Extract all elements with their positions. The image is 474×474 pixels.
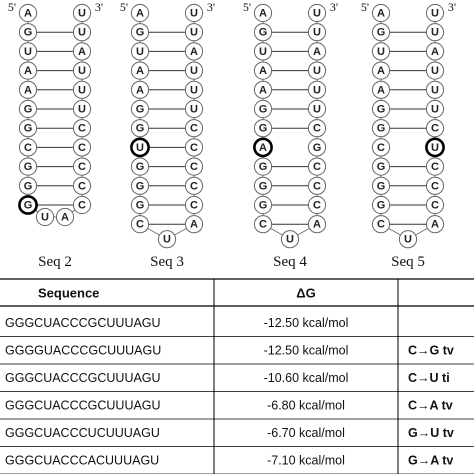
nucleotide-letter: A xyxy=(136,65,144,78)
nucleotide-letter: U xyxy=(78,103,86,116)
nucleotide-letter: U xyxy=(24,45,32,58)
nucleotide-letter: A xyxy=(259,7,267,20)
nucleotide-letter: U xyxy=(313,7,321,20)
nucleotide-letter: U xyxy=(190,7,198,20)
nucleotide-letter: C xyxy=(190,180,198,193)
sequence-cell xyxy=(5,344,161,358)
nucleotide-letter: G xyxy=(258,180,268,193)
delta-g-cell: -6.80 kcal/mol xyxy=(267,398,345,413)
nucleotide-letter: U xyxy=(190,65,198,78)
nucleotide-letter: A xyxy=(259,65,267,78)
nucleotide-letter: G xyxy=(135,161,145,174)
nucleotide-letter: G xyxy=(376,161,386,174)
nucleotide-letter: G xyxy=(23,26,33,39)
mutation-type-cell: C→U ti xyxy=(408,371,450,385)
delta-g-cell: -12.50 kcal/mol xyxy=(263,316,349,330)
five-prime-label: 5' xyxy=(7,0,17,14)
nucleotide-letter: A xyxy=(61,211,69,224)
five-prime-label: 5' xyxy=(119,0,129,14)
table-row xyxy=(0,344,474,365)
nucleotide-letter: C xyxy=(431,199,439,212)
hairpin-structure-3 xyxy=(120,0,215,270)
three-prime-label: 3' xyxy=(447,0,457,14)
nucleotide-letter: A xyxy=(259,84,267,97)
mutation-type-cell: C→A tv xyxy=(408,398,453,413)
nucleotide-letter: U xyxy=(313,26,321,39)
sequence-text: GGGCUACCC xyxy=(5,453,88,468)
nucleotide-letter: C xyxy=(24,141,32,154)
nucleotide-letter: U xyxy=(78,26,86,39)
nucleotide-letter: C xyxy=(313,122,321,135)
nucleotide-letter: G xyxy=(258,199,268,212)
sequence-cell xyxy=(5,371,161,385)
nucleotide-letter: G xyxy=(376,26,386,39)
nucleotide-letter: C xyxy=(190,199,198,212)
nucleotide-letter: G xyxy=(258,103,268,116)
nucleotide-letter: A xyxy=(431,218,439,231)
nucleotide-letter: C xyxy=(431,161,439,174)
nucleotide-letter: A xyxy=(377,7,385,20)
nucleotide-letter: G xyxy=(376,122,386,135)
table-row xyxy=(0,399,474,420)
structure-caption: Seq 2 xyxy=(38,254,72,270)
sequence-text: GGGCUACCCGCUUUAGU xyxy=(5,371,161,385)
structure-caption: Seq 4 xyxy=(273,254,307,270)
mutation-type-cell: G→A tv xyxy=(408,453,454,468)
sequence-cell xyxy=(5,454,159,468)
sequence-text: CUUUAGU xyxy=(96,426,160,440)
nucleotide-letter: G xyxy=(376,103,386,116)
sequence-text: GGGCUACCC xyxy=(5,426,88,440)
mutated-base: A xyxy=(87,453,96,468)
nucleotide-letter: G xyxy=(376,180,386,193)
nucleotide-letter: U xyxy=(431,84,439,97)
nucleotide-letter: U xyxy=(78,84,86,97)
nucleotide-letter: C xyxy=(78,199,86,212)
sequence-text: UACCCGCUUUAGU xyxy=(43,343,162,358)
nucleotide-letter: U xyxy=(163,233,171,246)
nucleotide-letter: U xyxy=(313,65,321,78)
nucleotide-letter: C xyxy=(78,122,86,135)
nucleotide-letter: U xyxy=(431,103,439,116)
table-row xyxy=(0,371,474,392)
hairpin-structure-2 xyxy=(8,0,103,270)
nucleotide-letter: G xyxy=(258,122,268,135)
nucleotide-letter: G xyxy=(135,103,145,116)
nucleotide-letter: A xyxy=(78,45,86,58)
nucleotide-letter: A xyxy=(24,65,32,78)
nucleotide-letter: G xyxy=(135,122,145,135)
nucleotide-letter: C xyxy=(431,122,439,135)
nucleotide-letter: G xyxy=(135,180,145,193)
nucleotide-letter: C xyxy=(377,141,385,154)
nucleotide-letter: C xyxy=(78,180,86,193)
nucleotide-letter: A xyxy=(136,84,144,97)
nucleotide-letter: C xyxy=(78,161,86,174)
nucleotide-letter: U xyxy=(136,45,144,58)
nucleotide-letter: U xyxy=(136,141,144,154)
nucleotide-letter: C xyxy=(259,218,267,231)
nucleotide-letter: U xyxy=(431,65,439,78)
delta-g-cell: -6.70 kcal/mol xyxy=(267,426,345,440)
nucleotide-letter: C xyxy=(136,218,144,231)
nucleotide-letter: G xyxy=(376,199,386,212)
nucleotide-letter: U xyxy=(404,233,412,246)
nucleotide-letter: C xyxy=(190,122,198,135)
nucleotide-letter: A xyxy=(190,45,198,58)
sequence-text: CUUUAGU xyxy=(96,453,160,468)
nucleotide-letter: C xyxy=(431,180,439,193)
mutated-base: G xyxy=(34,343,44,358)
sequence-text: GGG xyxy=(5,343,35,358)
table-row xyxy=(0,426,474,447)
nucleotide-letter: C xyxy=(190,161,198,174)
nucleotide-letter: G xyxy=(23,122,33,135)
three-prime-label: 3' xyxy=(94,0,104,14)
nucleotide-letter: U xyxy=(41,211,49,224)
nucleotide-letter: A xyxy=(259,141,267,154)
nucleotide-letter: A xyxy=(377,65,385,78)
energy-table xyxy=(0,279,474,474)
nucleotide-letter: A xyxy=(190,218,198,231)
nucleotide-letter: A xyxy=(136,7,144,20)
delta-g-cell: -12.50 kcal/mol xyxy=(263,343,349,358)
nucleotide-letter: G xyxy=(23,199,33,212)
nucleotide-letter: U xyxy=(78,7,86,20)
nucleotide-letter: A xyxy=(313,45,321,58)
nucleotide-letter: U xyxy=(431,26,439,39)
delta-g-cell: -10.60 kcal/mol xyxy=(263,371,349,385)
nucleotide-letter: U xyxy=(286,233,294,246)
three-prime-label: 3' xyxy=(206,0,216,14)
table-row xyxy=(0,454,474,474)
mutated-base: U xyxy=(87,426,97,440)
nucleotide-letter: U xyxy=(377,45,385,58)
nucleotide-letter: U xyxy=(313,103,321,116)
nucleotide-letter: C xyxy=(313,161,321,174)
nucleotide-letter: G xyxy=(23,103,33,116)
nucleotide-letter: A xyxy=(313,218,321,231)
nucleotide-letter: U xyxy=(78,65,86,78)
nucleotide-letter: G xyxy=(312,141,322,154)
nucleotide-letter: G xyxy=(23,180,33,193)
nucleotide-letter: C xyxy=(190,141,198,154)
structure-caption: Seq 3 xyxy=(150,254,184,270)
delta-g-cell: -7.10 kcal/mol xyxy=(267,453,345,468)
nucleotide-letter: A xyxy=(24,84,32,97)
five-prime-label: 5' xyxy=(360,0,370,14)
nucleotide-letter: U xyxy=(431,7,439,20)
nucleotide-letter: U xyxy=(190,84,198,97)
nucleotide-letter: G xyxy=(135,26,145,39)
table-row xyxy=(0,316,474,337)
nucleotide-letter: G xyxy=(135,199,145,212)
nucleotide-letter: U xyxy=(431,141,439,154)
nucleotide-letter: C xyxy=(78,141,86,154)
nucleotide-letter: A xyxy=(377,84,385,97)
nucleotide-letter: U xyxy=(313,84,321,97)
structure-caption: Seq 5 xyxy=(391,254,425,270)
sequence-cell xyxy=(5,426,160,440)
hairpin-structure-5 xyxy=(361,0,456,270)
hairpin-structure-4 xyxy=(243,0,338,270)
sequence-cell xyxy=(5,399,161,413)
mutation-type-cell: G→U tv xyxy=(408,426,454,440)
nucleotide-letter: U xyxy=(259,45,267,58)
nucleotide-letter: A xyxy=(24,7,32,20)
sequence-text: GGGCUACCCGCUUUAGU xyxy=(5,316,161,330)
nucleotide-letter: C xyxy=(313,199,321,212)
nucleotide-letter: U xyxy=(190,103,198,116)
column-header-sequence: Sequence xyxy=(38,285,100,301)
five-prime-label: 5' xyxy=(242,0,252,14)
column-header-delta-g: ΔG xyxy=(296,285,316,301)
mutation-type-cell: C→G tv xyxy=(408,343,454,358)
three-prime-label: 3' xyxy=(329,0,339,14)
sequence-text: GGGCUACCCGCUUUAGU xyxy=(5,398,161,413)
nucleotide-letter: C xyxy=(313,180,321,193)
nucleotide-letter: G xyxy=(258,26,268,39)
sequence-cell xyxy=(5,316,161,330)
nucleotide-letter: A xyxy=(431,45,439,58)
nucleotide-letter: C xyxy=(377,218,385,231)
nucleotide-letter: U xyxy=(190,26,198,39)
nucleotide-letter: G xyxy=(23,161,33,174)
nucleotide-letter: G xyxy=(258,161,268,174)
